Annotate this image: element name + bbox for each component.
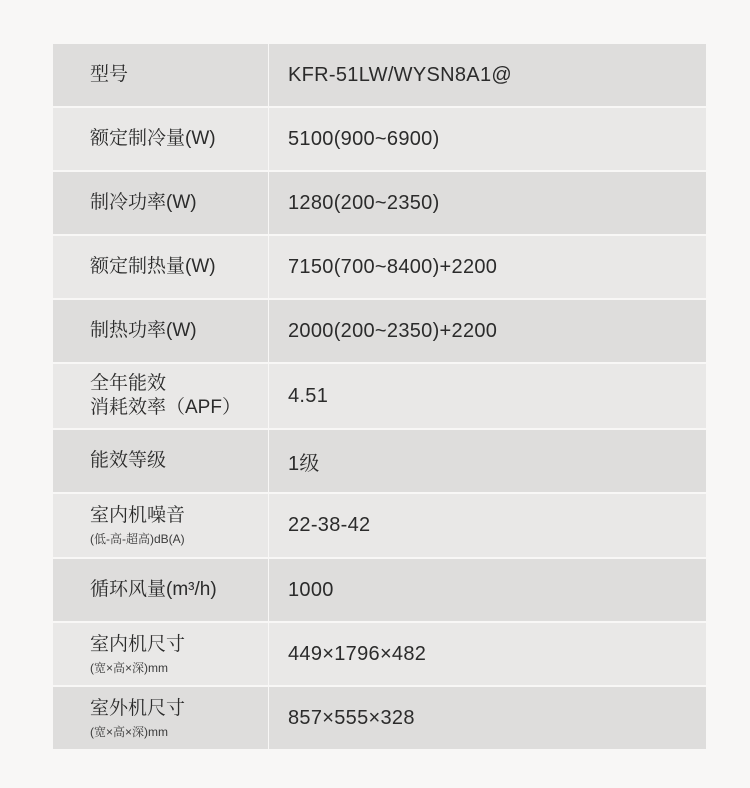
spec-value: 5100(900~6900) (288, 127, 440, 150)
spec-label: 能效等级 (90, 450, 167, 471)
spec-value-cell (269, 44, 706, 106)
spec-row-apf (53, 362, 706, 428)
spec-row-indoor-size (53, 621, 706, 685)
spec-label: 全年能效 消耗效率（APF） (90, 373, 241, 418)
spec-value: 7150(700~8400)+2200 (288, 255, 498, 278)
spec-value-cell (269, 494, 706, 557)
spec-label-sub: (宽×高×深)mm (90, 660, 169, 675)
spec-label-cell (53, 364, 268, 428)
spec-row-outdoor-size (53, 685, 706, 749)
spec-label: 循环风量(m³/h) (90, 579, 217, 600)
spec-label: 型号 (90, 64, 129, 85)
spec-label-cell (53, 44, 268, 106)
spec-value: 2000(200~2350)+2200 (288, 319, 498, 342)
spec-label-sub: (低-高-超高)dB(A) (90, 532, 185, 546)
spec-value: 449×1796×482 (288, 642, 427, 665)
spec-label: 制冷功率(W) (90, 192, 197, 213)
spec-label-cell (53, 108, 268, 170)
spec-value-cell (269, 172, 706, 234)
spec-label-cell (53, 494, 268, 557)
spec-value: KFR-51LW/WYSN8A1@ (288, 63, 512, 86)
spec-label: 制热功率(W) (90, 320, 197, 341)
spec-label: 室内机尺寸 (90, 633, 186, 655)
spec-label: 室外机尺寸 (90, 697, 186, 719)
spec-value-cell (269, 687, 706, 749)
spec-value-cell (269, 364, 706, 428)
spec-label-cell (53, 687, 268, 749)
spec-value-cell (269, 430, 706, 492)
spec-label-cell (53, 559, 268, 621)
spec-label-cell (53, 236, 268, 298)
spec-label-cell (53, 300, 268, 362)
spec-row-rated-heating (53, 234, 706, 298)
spec-value-cell (269, 236, 706, 298)
spec-table (53, 44, 706, 749)
spec-value: 1级 (288, 452, 320, 475)
spec-value: 1280(200~2350) (288, 191, 440, 214)
spec-value: 857×555×328 (288, 706, 415, 729)
spec-label-cell (53, 623, 268, 685)
spec-row-heating-power (53, 298, 706, 362)
spec-value-cell (269, 300, 706, 362)
spec-value-cell (269, 108, 706, 170)
spec-value: 1000 (288, 578, 334, 601)
spec-value: 22-38-42 (288, 514, 371, 536)
spec-label-cell (53, 430, 268, 492)
spec-label: 室内机噪音 (90, 505, 186, 526)
spec-row-airflow (53, 557, 706, 621)
spec-label-sub: (宽×高×深)mm (90, 724, 169, 739)
spec-row-efficiency-grade (53, 428, 706, 492)
spec-label-cell (53, 172, 268, 234)
spec-row-cooling-power (53, 170, 706, 234)
spec-label: 额定制热量(W) (90, 256, 216, 277)
spec-row-rated-cooling (53, 106, 706, 170)
spec-value: 4.51 (288, 384, 329, 407)
spec-value-cell (269, 559, 706, 621)
spec-value-cell (269, 623, 706, 685)
spec-label: 额定制冷量(W) (90, 128, 216, 149)
spec-row-model (53, 44, 706, 106)
spec-row-indoor-noise (53, 492, 706, 557)
